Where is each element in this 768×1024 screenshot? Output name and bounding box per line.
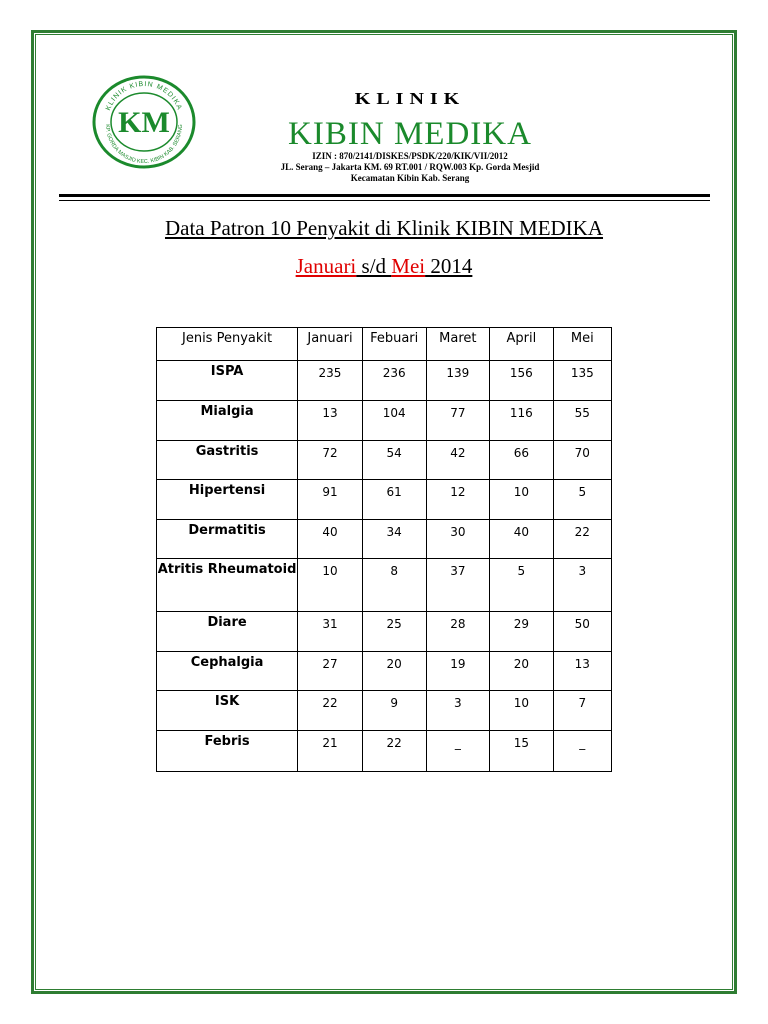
table-cell: 15	[490, 731, 553, 772]
column-header: Jenis Penyakit	[157, 328, 298, 361]
table-cell: _	[426, 731, 490, 772]
period-separator: s/d	[356, 254, 392, 278]
table-cell: 116	[490, 401, 553, 441]
disease-name: ISK	[157, 691, 298, 731]
table-cell: 19	[426, 652, 490, 691]
table-cell: 40	[298, 520, 363, 559]
column-header: Mei	[553, 328, 611, 361]
clinic-permit: IZIN : 870/2141/DISKES/PSDK/220/KIK/VII/2012	[312, 151, 508, 161]
clinic-logo	[92, 75, 197, 170]
header-divider-thick	[59, 194, 710, 197]
table-cell: 5	[553, 480, 611, 520]
table-cell: 13	[298, 401, 363, 441]
table-cell: 20	[490, 652, 553, 691]
table-row	[157, 520, 612, 559]
table-cell: 10	[298, 559, 363, 612]
table-row	[157, 559, 612, 612]
table-cell: 40	[490, 520, 553, 559]
header-divider-thin	[59, 200, 710, 201]
period-start: Januari	[295, 254, 357, 278]
column-header: April	[490, 328, 553, 361]
table-row	[157, 731, 612, 772]
table-cell: 61	[362, 480, 426, 520]
table-cell: 13	[553, 652, 611, 691]
table-cell: 5	[490, 559, 553, 612]
table-cell: 28	[426, 612, 490, 652]
table-cell: 235	[298, 361, 363, 401]
table-cell: 12	[426, 480, 490, 520]
clinic-district: Kecamatan Kibin Kab. Serang	[350, 173, 470, 183]
table-cell: 70	[553, 441, 611, 480]
table-row	[157, 480, 612, 520]
table-cell: 135	[553, 361, 611, 401]
disease-name: Dermatitis	[157, 520, 298, 559]
table-row	[157, 401, 612, 441]
table-cell: 9	[362, 691, 426, 731]
table-header-row	[157, 328, 612, 361]
table-cell: 91	[298, 480, 363, 520]
table-cell: 72	[298, 441, 363, 480]
table-cell: 22	[362, 731, 426, 772]
period-year: 2014	[425, 254, 473, 278]
logo-ring-bottom-text: KP. GORDA MASJID KEC. KIBIN KAB. SERANG	[103, 124, 185, 166]
table-cell: 55	[553, 401, 611, 441]
table-cell: 156	[490, 361, 553, 401]
table-cell: 37	[426, 559, 490, 612]
table-cell: 7	[553, 691, 611, 731]
clinic-name-top: KLINIK	[354, 89, 466, 109]
table-cell: 50	[553, 612, 611, 652]
disease-table	[156, 327, 612, 772]
column-header: Maret	[426, 328, 490, 361]
clinic-name-main: KIBIN MEDIKA	[288, 116, 532, 152]
table-cell: 104	[362, 401, 426, 441]
logo-initials: KM	[118, 106, 170, 139]
table-cell: 34	[362, 520, 426, 559]
table-cell: 25	[362, 612, 426, 652]
table-cell: 77	[426, 401, 490, 441]
table-cell: 139	[426, 361, 490, 401]
table-row	[157, 652, 612, 691]
disease-name: Cephalgia	[157, 652, 298, 691]
column-header: Januari	[298, 328, 363, 361]
table-cell: 20	[362, 652, 426, 691]
table-cell: 8	[362, 559, 426, 612]
period-end: Mei	[391, 254, 426, 278]
column-header: Febuari	[362, 328, 426, 361]
table-cell: 42	[426, 441, 490, 480]
disease-name: Gastritis	[157, 441, 298, 480]
disease-name: Diare	[157, 612, 298, 652]
table-cell: 22	[298, 691, 363, 731]
disease-name: ISPA	[157, 361, 298, 401]
disease-name: Hipertensi	[157, 480, 298, 520]
disease-name: Febris	[157, 731, 298, 772]
document-title: Data Patron 10 Penyakit di Klinik KIBIN MEDIKA	[164, 216, 604, 240]
disease-name: Mialgia	[157, 401, 298, 441]
table-row	[157, 691, 612, 731]
document-subtitle	[60, 254, 708, 279]
table-cell: 21	[298, 731, 363, 772]
table-cell: 27	[298, 652, 363, 691]
logo-ring-top-text: KLINIK KIBIN MEDIKA	[105, 80, 183, 112]
table-cell: 10	[490, 480, 553, 520]
table-cell: 22	[553, 520, 611, 559]
table-cell: 3	[426, 691, 490, 731]
table-cell: 66	[490, 441, 553, 480]
table-row	[157, 361, 612, 401]
table-cell: 3	[553, 559, 611, 612]
clinic-address: JL. Serang – Jakarta KM. 69 RT.001 / RQW.003 Kp. Gorda Mesjid	[280, 162, 540, 172]
table-cell: 31	[298, 612, 363, 652]
table-cell: 29	[490, 612, 553, 652]
table-cell: 54	[362, 441, 426, 480]
table-cell: 10	[490, 691, 553, 731]
table-cell: 30	[426, 520, 490, 559]
table-row	[157, 612, 612, 652]
table-row	[157, 441, 612, 480]
table-cell: _	[553, 731, 611, 772]
table-cell: 236	[362, 361, 426, 401]
disease-name: Atritis Rheumatoid	[157, 559, 298, 612]
